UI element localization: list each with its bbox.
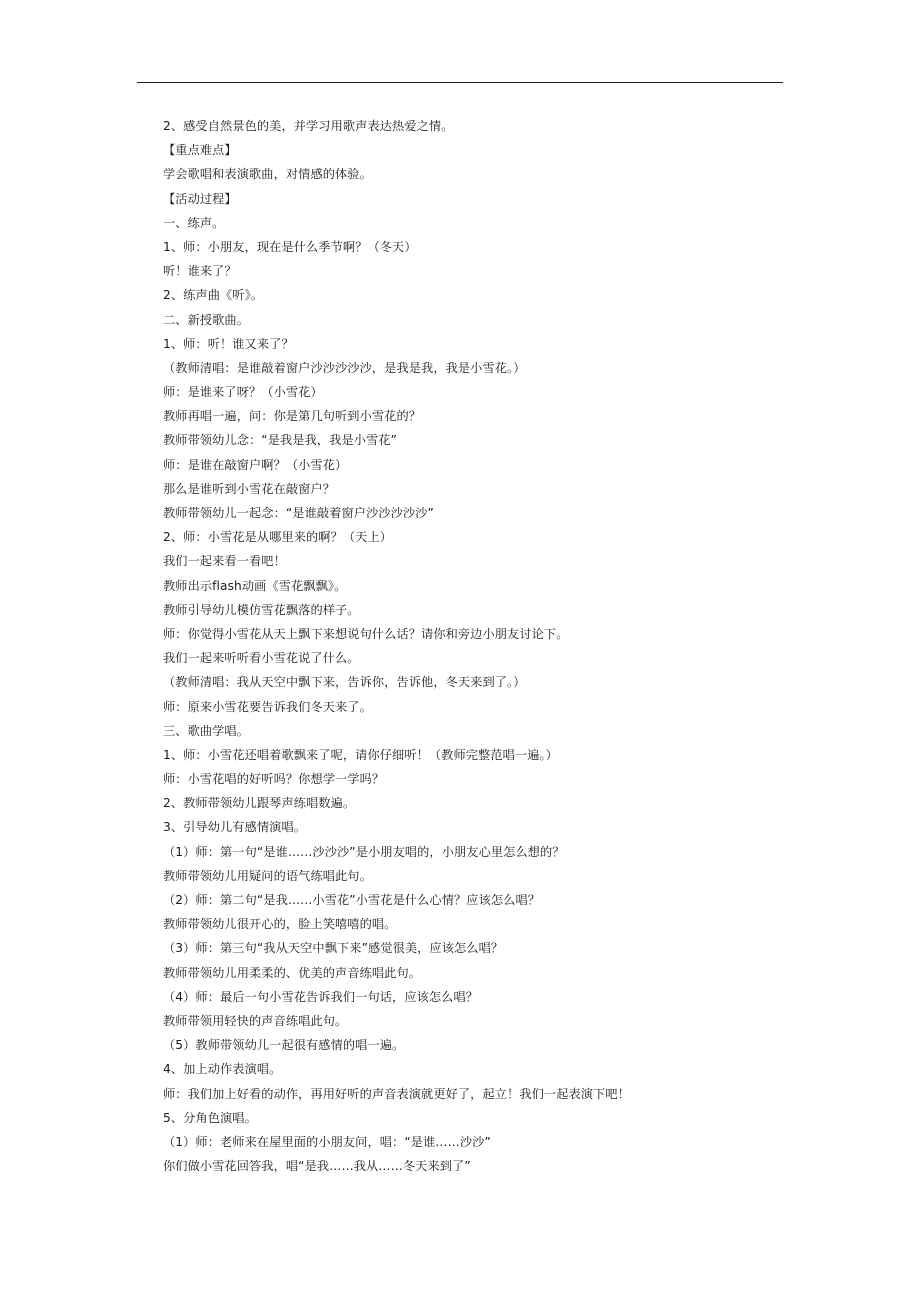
text-line: 教师引导幼儿模仿雪花飘落的样子。 xyxy=(163,602,360,617)
text-line: 1、师：小朋友，现在是什么季节啊？（冬天） xyxy=(163,239,417,254)
text-line: 教师带领幼儿很开心的，脸上笑嘻嘻的唱。 xyxy=(163,917,397,932)
text-line: 你们做小雪花回答我，唱“是我……我从……冬天来到了” xyxy=(163,1159,471,1174)
text-line: 二、新授歌曲。 xyxy=(163,312,250,327)
text-line: 教师带领幼儿用柔柔的、优美的声音练唱此句。 xyxy=(163,965,422,980)
header-rule xyxy=(137,82,783,83)
text-line: 2、感受自然景色的美，并学习用歌声表达热爱之情。 xyxy=(163,119,454,133)
text-line: 听！谁来了？ xyxy=(163,264,237,279)
text-line: （教师清唱：我从天空中飘下来，告诉你，告诉他，冬天来到了。） xyxy=(163,675,526,690)
text-line: 教师带领幼儿用疑问的语气练唱此句。 xyxy=(163,868,372,883)
text-line: 2、练声曲《听》。 xyxy=(163,288,264,303)
text-line: 教师再唱一遍，问：你是第几句听到小雪花的？ xyxy=(163,409,422,424)
text-line: 师：是谁在敲窗户啊？（小雪花） xyxy=(163,457,348,472)
text-line: （教师清唱：是谁敲着窗户沙沙沙沙沙，是我是我，我是小雪花。） xyxy=(163,360,526,375)
text-line: 4、加上动作表演唱。 xyxy=(163,1062,282,1077)
text-line: （3）师：第三句“我从天空中飘下来”感觉很美，应该怎么唱？ xyxy=(163,941,504,956)
text-line: 师：是谁来了呀？（小雪花） xyxy=(163,385,323,400)
text-line: （1）师：老师来在屋里面的小朋友问，唱：“是谁……沙沙” xyxy=(163,1134,491,1149)
text-line: （4）师：最后一句小雪花告诉我们一句话，应该怎么唱？ xyxy=(163,989,479,1004)
text-line: 师：原来小雪花要告诉我们冬天来了。 xyxy=(163,699,372,714)
text-line: 师：小雪花唱的好听吗？你想学一学吗？ xyxy=(163,772,385,787)
text-line: 【活动过程】 xyxy=(163,191,237,206)
text-line: 学会歌唱和表演歌曲，对情感的体验。 xyxy=(163,167,372,182)
text-line: 我们一起来听听看小雪花说了什么。 xyxy=(163,651,360,666)
text-line: 教师带领幼儿一起念：“是谁敲着窗户沙沙沙沙沙” xyxy=(163,506,434,520)
text-line: 师：你觉得小雪花从天上飘下来想说句什么话？请你和旁边小朋友讨论下。 xyxy=(163,626,569,641)
text-line: 2、教师带领幼儿跟琴声练唱数遍。 xyxy=(163,796,356,811)
text-line: 1、师：小雪花还唱着歌飘来了呢，请你仔细听！（教师完整范唱一遍。） xyxy=(163,747,558,762)
text-line: 5、分角色演唱。 xyxy=(163,1110,257,1125)
text-line: 教师带领用轻快的声音练唱此句。 xyxy=(163,1013,348,1028)
text-line: （5）教师带领幼儿一起很有感情的唱一遍。 xyxy=(163,1038,405,1053)
text-line: 那么是谁听到小雪花在敲窗户？ xyxy=(163,481,336,496)
text-line: 教师带领幼儿念：“是我是我，我是小雪花” xyxy=(163,433,398,448)
document-body xyxy=(163,114,783,1178)
text-line: （1）师：第一句“是谁……沙沙沙”是小朋友唱的，小朋友心里怎么想的？ xyxy=(163,844,565,859)
text-line: 1、师：听！谁又来了？ xyxy=(163,336,294,351)
text-line: （2）师：第二句“是我……小雪花”小雪花是什么心情？应该怎么唱？ xyxy=(163,893,541,907)
text-line: 2、师：小雪花是从哪里来的啊？（天上） xyxy=(163,530,393,545)
text-line: 我们一起来看一看吧！ xyxy=(163,554,286,569)
text-line: 3、引导幼儿有感情演唱。 xyxy=(163,820,307,835)
text-line: 【重点难点】 xyxy=(163,143,237,158)
text-line: 一、练声。 xyxy=(163,215,225,230)
text-line: 教师出示flash动画《雪花飘飘》。 xyxy=(163,578,347,593)
text-line: 师：我们加上好看的动作，再用好听的声音表演就更好了，起立！我们一起表演下吧！ xyxy=(163,1086,630,1101)
text-line: 三、歌曲学唱。 xyxy=(163,723,250,738)
